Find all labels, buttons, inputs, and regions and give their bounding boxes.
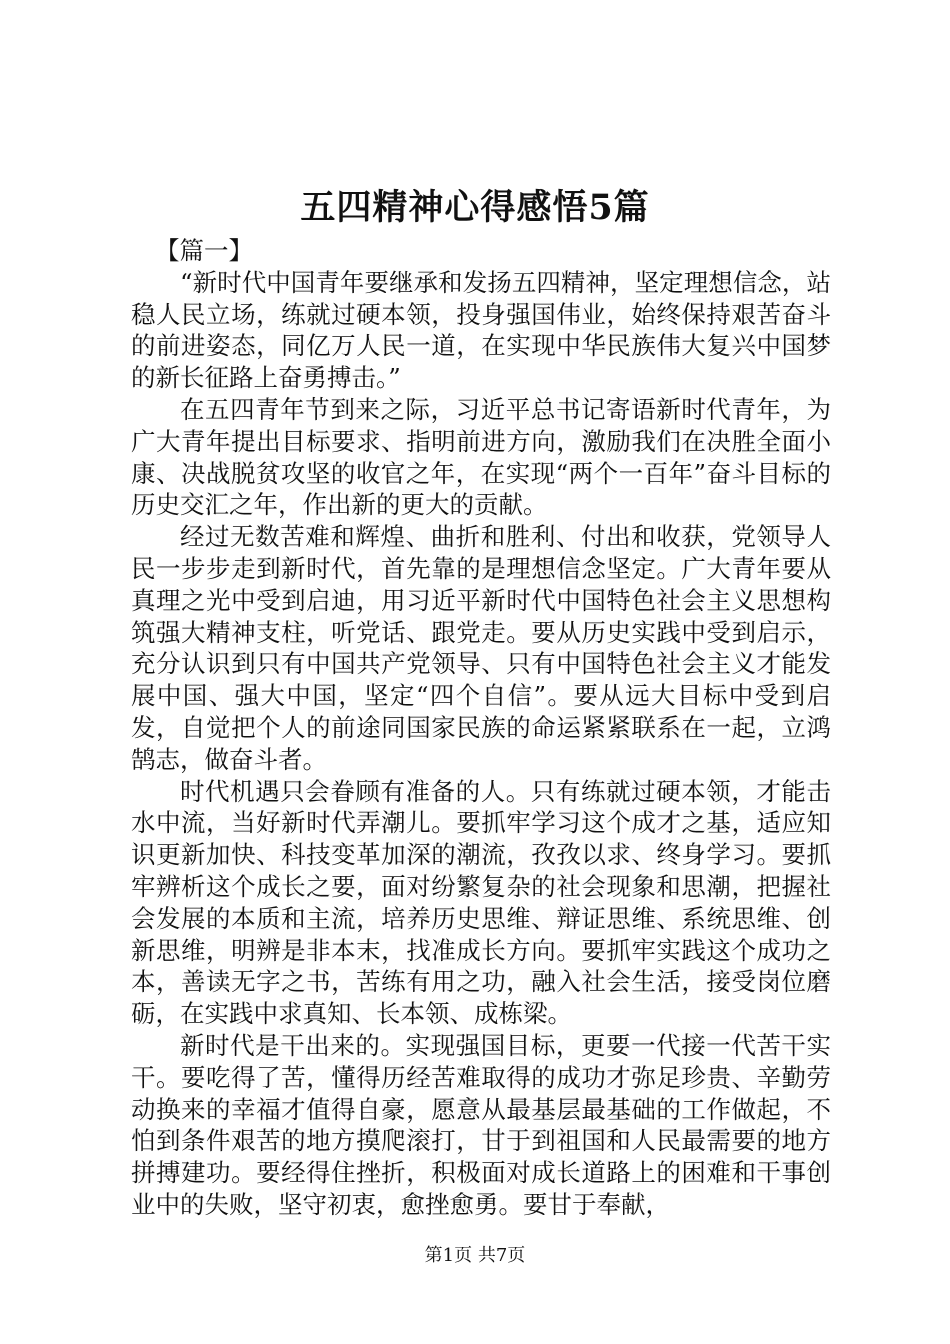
- section-label: 【篇一】: [155, 236, 253, 265]
- document-body: [131, 235, 831, 1221]
- paragraph-3: 经过无数苦难和辉煌、曲折和胜利、付出和收获，党领导人民一步步走到新时代，首先靠的是理想信念坚定。广大青年要从真理之光中受到启迪，用习近平新时代中国特色社会主义思想构筑强大精神支柱，听党话、跟党走。要从历史实践中受到启示，充分认识到只有中国共产党领导、只有中国特色社会主义才能发展中国、强大中国，坚定“四个自信”。要从远大目标中受到启发，自觉把个人的前途同国家民族的命运紧紧联系在一起，立鸿鹄志，做奋斗者。: [131, 522, 831, 774]
- page-footer: 第1页 共7页: [424, 1245, 526, 1266]
- paragraph-4: 时代机遇只会眷顾有准备的人。只有练就过硬本领，才能击水中流，当好新时代弄潮儿。要抓牢学习这个成才之基，适应知识更新加快、科技变革加深的潮流，孜孜以求、终身学习。要抓牢辨析这个成长之要，面对纷繁复杂的社会现象和思潮，把握社会发展的本质和主流，培养历史思维、辩证思维、系统思维、创新思维，明辨是非本末，找准成长方向。要抓牢实践这个成功之本，善读无字之书，苦练有用之功，融入社会生活，接受岗位磨砺，在实践中求真知、长本领、成栋梁。: [131, 776, 831, 1029]
- document-title: 五四精神心得感悟5篇: [300, 187, 650, 228]
- paragraph-2: 在五四青年节到来之际，习近平总书记寄语新时代青年，为广大青年提出目标要求、指明前进方向，激励我们在决胜全面小康、决战脱贫攻坚的收官之年，在实现“两个一百年”奋斗目标的历史交汇之年，作出新的更大的贡献。: [131, 394, 831, 520]
- paragraph-5: 新时代是干出来的。实现强国目标，更要一代接一代苦干实干。要吃得了苦，懂得历经苦难取得的成功才弥足珍贵、辛勤劳动换来的幸福才值得自豪，愿意从最基层最基础的工作做起，不怕到条件艰苦的地方摸爬滚打，甘于到祖国和人民最需要的地方拼搏建功。要经得住挫折，积极面对成长道路上的困难和干事创业中的失败，坚守初衷，愈挫愈勇。要甘于奉献，: [131, 1030, 831, 1219]
- paragraph-quote: “新时代中国青年要继承和发扬五四精神，坚定理想信念，站稳人民立场，练就过硬本领，投身强国伟业，始终保持艰苦奋斗的前进姿态，同亿万人民一道，在实现中华民族伟大复兴中国梦的新长征路上奋勇搏击。”: [131, 267, 831, 393]
